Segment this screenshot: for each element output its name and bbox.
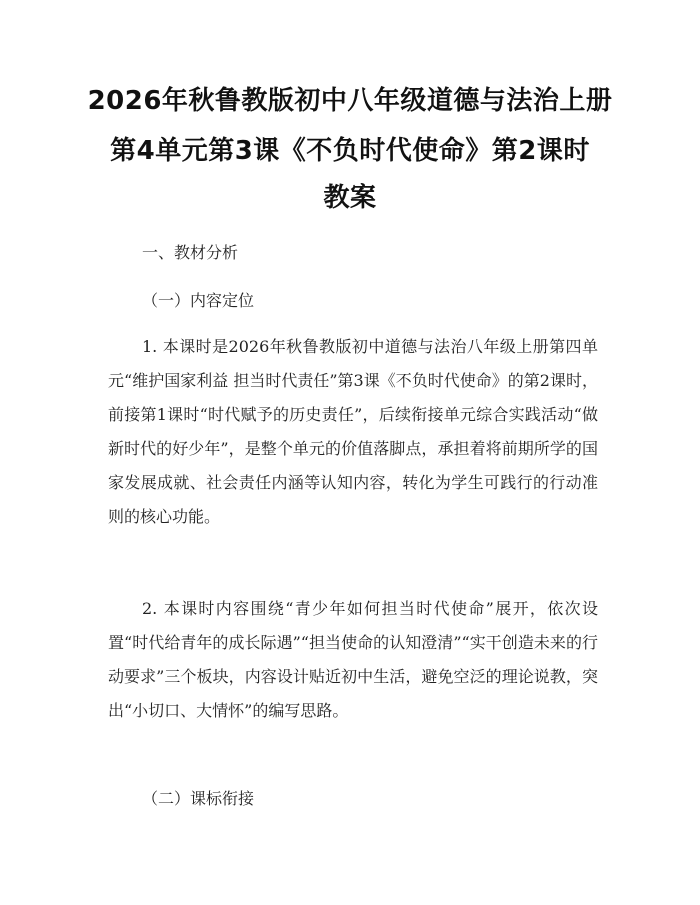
section-heading-textbook-analysis: 一、教材分析 [142, 243, 239, 262]
subsection-heading-curriculum-link: （二）课标衔接 [142, 789, 255, 808]
document-title-line-2: 第4单元第3课《不负时代使命》第2课时 [110, 136, 590, 166]
document-title-line-3: 教案 [323, 183, 377, 213]
paragraph-2: 2. 本课时内容围绕“青少年如何担当时代使命”展开，依次设置“时代给青年的成长际遇”“担当使命的认知澄清”“实干创造未来的行动要求”三个板块，内容设计贴近初中生活，避免空泛的理论说教，突出“小切口、大情怀”的编写思路。 [108, 599, 598, 720]
subsection-heading-content-positioning: （一）内容定位 [142, 291, 255, 310]
document-title-line-1: 2026年秋鲁教版初中八年级道德与法治上册 [87, 86, 613, 116]
paragraph-1: 1. 本课时是2026年秋鲁教版初中道德与法治八年级上册第四单元“维护国家利益 担当时代责任”第3课《不负时代使命》的第2课时，前接第1课时“时代赋予的历史责任”，后续衔接单元综合实践活动“做新时代的好少年”，是整个单元的价值落脚点，承担着将前期所学的国家发展成就、社会责任内涵等认知内容，转化为学生可践行的行动准则的核心功能。 [108, 337, 598, 526]
